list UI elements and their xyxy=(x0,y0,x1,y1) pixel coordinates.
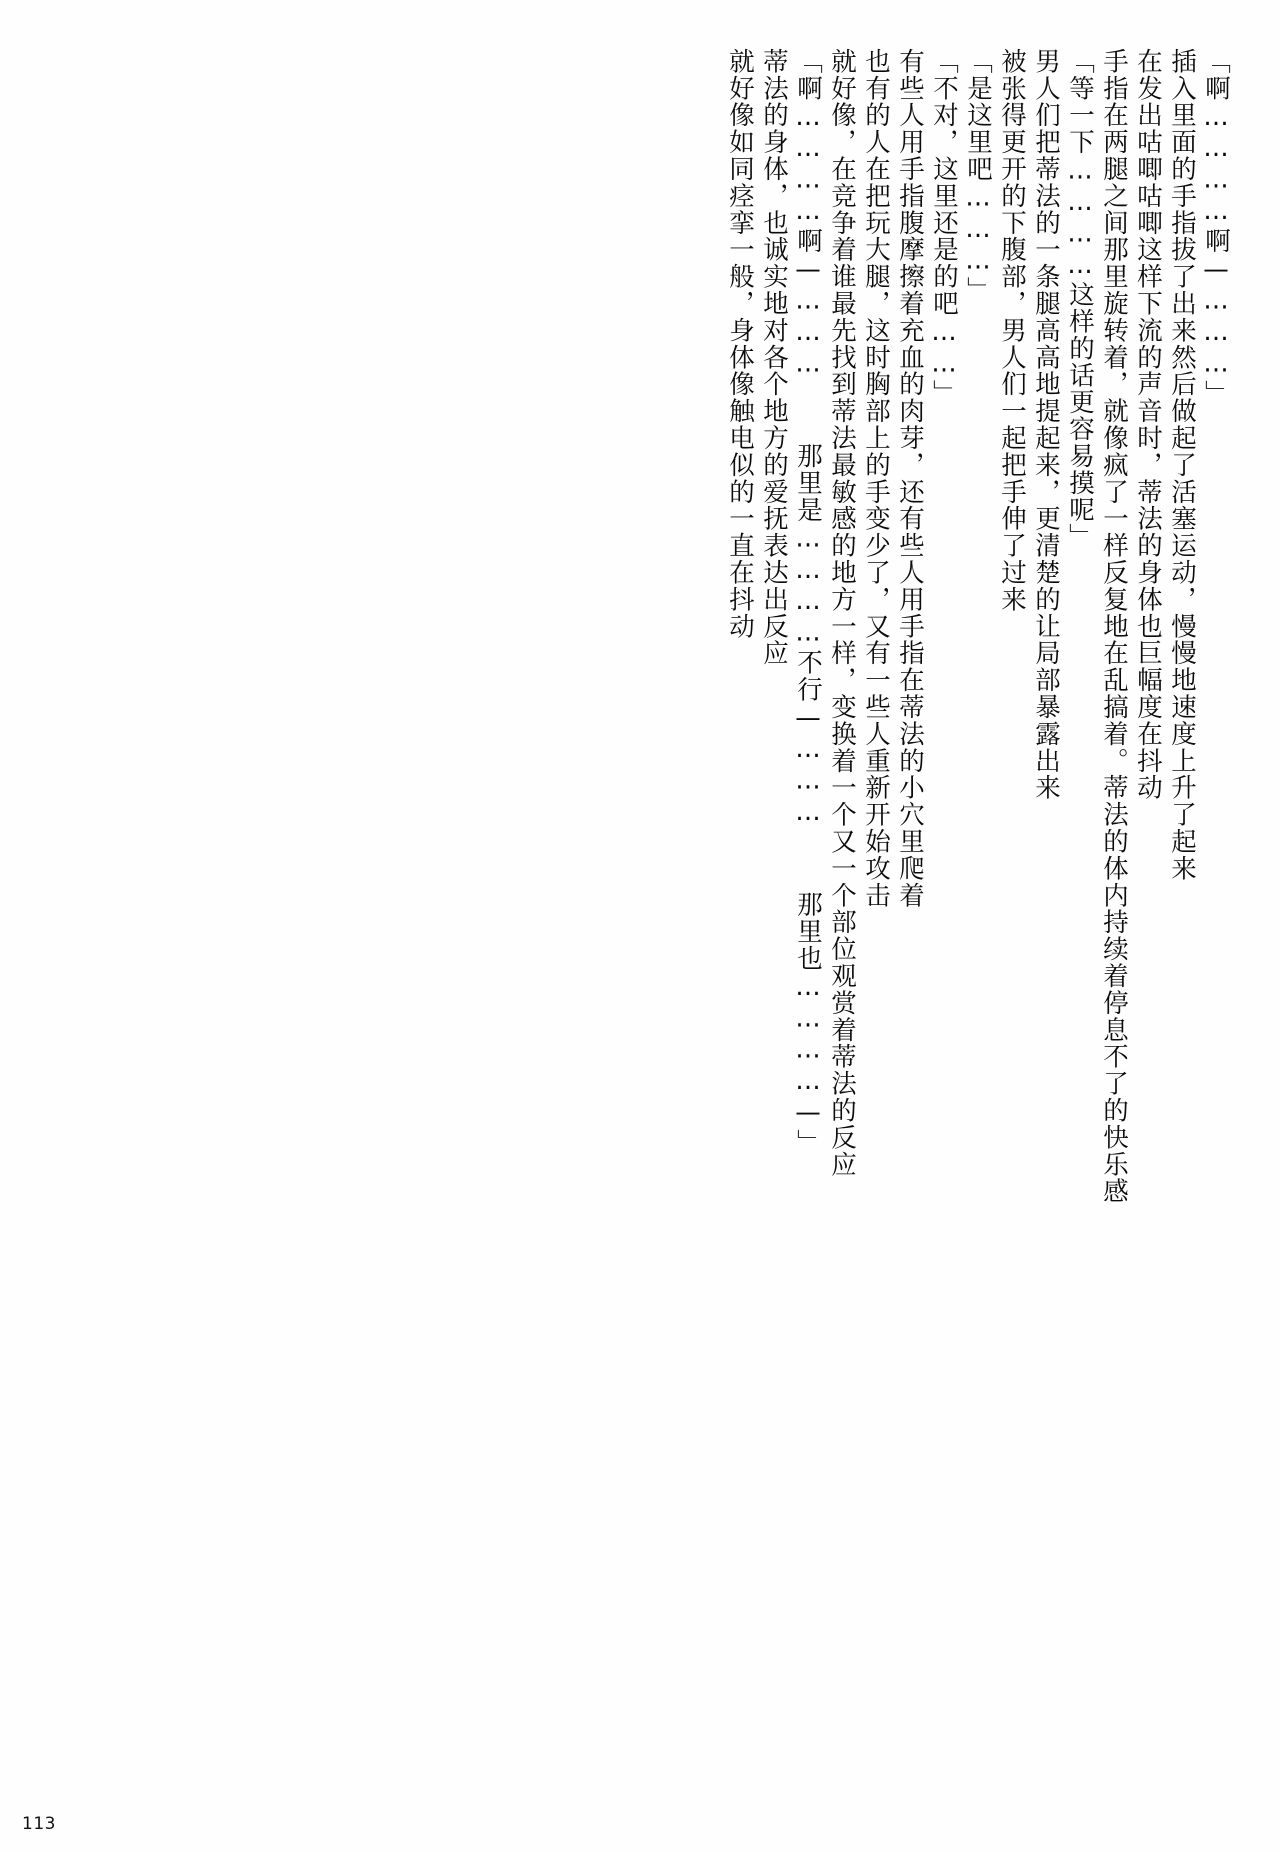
text-column: 「不对，这里还是的吧……」 xyxy=(929,48,959,407)
text-column: 「等一下…………这样的话更容易摸呢」 xyxy=(1065,48,1095,551)
text-column: 在发出咕唧咕唧这样下流的声音时，蒂法的身体也巨幅度在抖动 xyxy=(1133,48,1163,802)
text-column: 「啊…………啊—………」 xyxy=(1201,48,1231,407)
text-column: 男人们把蒂法的一条腿高高地提起来，更清楚的让局部暴露出来 xyxy=(1031,48,1061,802)
text-column: 也有的人在把玩大腿，这时胸部上的手变少了，又有一些人重新开始攻击 xyxy=(861,48,891,909)
text-column: 就好像如同痉挛一般，身体像触电似的一直在抖动 xyxy=(725,48,755,640)
text-column: 「是这里吧………」 xyxy=(963,48,993,304)
text-column: 被张得更开的下腹部，男人们一起把手伸了过来 xyxy=(997,48,1027,613)
text-column: 就好像，在竞争着谁最先找到蒂法最敏感的地方一样，变换着一个又一个部位观赏着蒂法的反应 xyxy=(827,48,857,1178)
text-column: 蒂法的身体，也诚实地对各个地方的爱抚表达出反应 xyxy=(759,48,789,667)
text-column: 插入里面的手指拔了出来然后做起了活塞运动，慢慢地速度上升了起来 xyxy=(1167,48,1197,882)
vertical-text-block xyxy=(718,48,1231,1528)
text-column: 有些人用手指腹摩擦着充血的肉芽，还有些人用手指在蒂法的小穴里爬着 xyxy=(895,48,925,909)
page-number: 113 xyxy=(22,1814,56,1834)
text-column: 「啊…………啊—……… 那里是…………不行—……… 那里也…………—」 xyxy=(793,48,823,1156)
text-column: 手指在两腿之间那里旋转着，就像疯了一样反复地在乱搞着。蒂法的体内持续着停息不了的快乐感 xyxy=(1099,48,1129,1205)
